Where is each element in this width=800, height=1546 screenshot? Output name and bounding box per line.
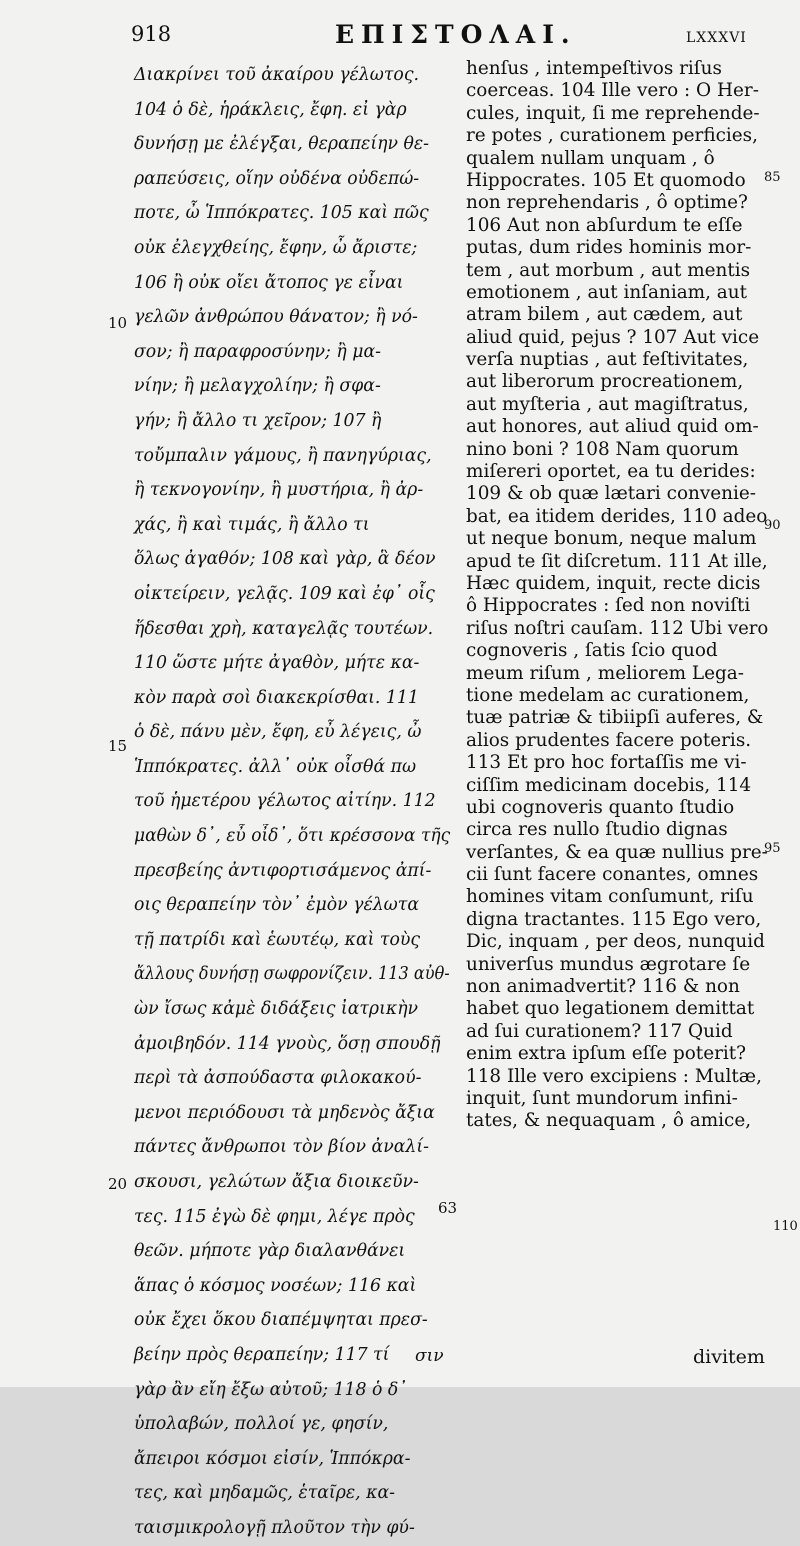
latin-text-line: aut honores, aut aliud quid om-	[466, 416, 759, 438]
greek-text-line: τες, καὶ μηδαμῶς, ἑταῖρε, κα-	[134, 1483, 395, 1504]
latin-text-line: circa res nullo ſtudio dignas	[466, 819, 728, 841]
latin-line-number-110: 110	[773, 1219, 798, 1234]
greek-text-line: 104 ὁ δὲ, ἡράκλεις, ἔφη. εἰ γὰρ	[134, 99, 407, 120]
latin-text-line: alios prudentes facere poteris.	[466, 729, 752, 751]
latin-text-line: bat, ea itidem derides, 110 adeo	[466, 505, 768, 527]
greek-text-line: σκουσι, γελώτων ἄξια διοικεῦν-	[134, 1172, 419, 1192]
catchword: divitem	[693, 1346, 765, 1368]
latin-text-line: ô Hippocrates : ſed non noviſti	[466, 595, 751, 617]
margin-number-63: 63	[438, 1199, 458, 1217]
latin-text-line: Dic, inquam , per deos, nunquid	[466, 931, 765, 953]
greek-text-column	[134, 58, 450, 1546]
latin-text-line: ciſſim medicinam docebis, 114	[466, 774, 752, 796]
greek-text-line: ἢ τεκνογονίην, ἢ μυστήρια, ἢ ἀρ-	[134, 480, 424, 501]
greek-text-line: μαθὼν δ᾽, εὖ οἶδ᾽, ὅτι κρέσσονα τῆς	[134, 826, 451, 847]
latin-text-line: aut myſteria , aut magiſtratus,	[466, 393, 749, 415]
latin-text-line: verſa nuptias , aut feſtivitates,	[466, 349, 749, 371]
greek-text-line: ραπεύσεις, οἵην οὐδένα οὐδεπώ-	[134, 168, 420, 189]
greek-line-number-10: 10	[108, 314, 128, 332]
latin-text-line: inquit, ſunt mundorum infini-	[466, 1087, 738, 1109]
latin-text-line: homines vitam conſumunt, riſu	[466, 886, 754, 908]
greek-text-line: νίην; ἢ μελαγχολίην; ἢ σφα-	[134, 376, 381, 397]
latin-line-number-95: 95	[764, 841, 781, 856]
latin-text-line: univerſus mundus ægrotare ſe	[466, 953, 751, 975]
greek-text-line: Ἱππόκρατες. ἀλλ᾽ οὐκ οἶσθά πω	[134, 756, 417, 777]
greek-tail-word: σιν	[415, 1346, 444, 1366]
greek-text-line: πρεσβείης ἀντιφορτισάμενος ἀπί-	[134, 860, 432, 881]
greek-text-line: τῇ πατρίδι καὶ ἑωυτέῳ, καὶ τοὺς	[134, 929, 421, 950]
greek-text-line: Διακρίνει τοῦ ἀκαίρου γέλωτος.	[134, 65, 419, 85]
greek-text-line: 110 ὥστε μήτε ἀγαθὸν, μήτε κα-	[134, 653, 420, 674]
latin-text-line: apud te ſit diſcretum. 111 At ille,	[466, 550, 768, 572]
latin-text-line: henſus , intempeſtivos riſus	[466, 58, 722, 79]
latin-text-line: nino boni ? 108 Nam quorum	[466, 438, 739, 460]
latin-text-line: cii ſunt facere conantes, omnes	[466, 864, 759, 886]
greek-text-line: πάντες ἄνθρωποι τὸν βίον ἀναλί-	[134, 1137, 429, 1158]
greek-line-number-15: 15	[108, 737, 128, 755]
greek-text-line: ἀμοιβηδόν. 114 γνοὺς, ὅσῃ σπουδῇ	[134, 1033, 441, 1054]
latin-text-line: tuæ patriæ & tibiipſi auferes, &	[466, 707, 764, 729]
greek-text-line: μενοι περιόδουσι τὰ μηδενὸς ἄξια	[134, 1102, 435, 1123]
greek-text-line: γὰρ ἂν εἴη ἔξω αὐτοῦ; 118 ὁ δ᾽	[134, 1379, 407, 1400]
latin-text-line: verſantes, & ea quæ nullius pre-	[466, 841, 768, 863]
latin-text-line: tem , aut morbum , aut mentis	[466, 259, 751, 281]
latin-text-line: 118 Ille vero excipiens : Multæ,	[466, 1065, 762, 1087]
latin-text-line: habet quo legationem demittat	[466, 998, 755, 1020]
latin-text-line: meum riſum , meliorem Lega-	[466, 662, 744, 684]
greek-text-line: οις θεραπείην τὸν᾽ ἐμὸν γέλωτα	[134, 895, 420, 916]
greek-text-line: γελῶν ἀνθρώπου θάνατον; ἢ νό-	[134, 307, 418, 328]
latin-text-line: Hæc quidem, inquit, recte dicis	[466, 572, 761, 594]
latin-text-line: emotionem , aut inſaniam, aut	[466, 281, 748, 303]
greek-text-line: ὅλως ἀγαθόν; 108 καὶ γὰρ, ἃ δέον	[134, 549, 436, 570]
latin-text-line: riſus noſtri cauſam. 112 Ubi vero	[466, 617, 769, 639]
greek-text-line: ἥδεσθαι χρὴ, καταγελᾷς τουτέων.	[134, 618, 434, 639]
latin-text-line: atram bilem , aut cædem, aut	[466, 304, 743, 326]
latin-line-number-85: 85	[764, 170, 781, 185]
greek-text-line: ὼν ἴσως κἀμὲ διδάξεις ἰατρικὴν	[134, 999, 419, 1020]
greek-text-line: ἅπας ὁ κόσμος νοσέων; 116 καὶ	[134, 1275, 417, 1296]
running-title: ΕΠΙΣΤΟΛΑΙ.	[335, 20, 577, 49]
greek-text-line: περὶ τὰ ἀσπούδαστα φιλοκακού-	[134, 1068, 422, 1089]
greek-text-line: ἄπειροι κόσμοι εἰσίν, Ἱππόκρα-	[134, 1448, 411, 1469]
greek-text-line: γήν; ἢ ἄλλο τι χεῖρον; 107 ἢ	[134, 410, 382, 431]
greek-text-line: τοὔμπαλιν γάμους, ἢ πανηγύριας,	[134, 445, 432, 466]
latin-line-number-90: 90	[764, 518, 781, 533]
greek-text-line: οὐκ ἐλεγχθείης, ἔφην, ὦ ἄριστε;	[134, 237, 418, 258]
page-number: 918	[131, 22, 172, 46]
greek-text-line: χάς, ἢ καὶ τιμάς, ἢ ἄλλο τι	[134, 514, 370, 535]
greek-text-line: οὐκ ἔχει ὅκου διαπέμψηται πρεσ-	[134, 1310, 428, 1331]
latin-text-line: 113 Et pro hoc fortaſſis me vi-	[466, 752, 747, 774]
latin-text-line: cognoveris , ſatis ſcio quod	[466, 640, 718, 662]
latin-text-line: qualem nullam unquam , ô	[466, 147, 715, 169]
greek-text-line: θεῶν. μήποτε γὰρ διαλανθάνει	[134, 1241, 406, 1262]
latin-text-line: Hippocrates. 105 Et quomodo	[466, 169, 746, 191]
greek-text-line: ταισμικρολογῇ πλοῦτον τὴν φύ-	[134, 1517, 415, 1538]
latin-text-line: ad ſui curationem? 117 Quid	[466, 1020, 733, 1042]
latin-text-line: enim extra ipſum eſſe poterit?	[466, 1043, 746, 1065]
letter-number: LXXXVI	[686, 30, 747, 46]
greek-text-line: ὁ δὲ, πάνυ μὲν, ἔφη, εὖ λέγεις, ὦ	[134, 722, 422, 743]
latin-text-line: putas, dum rides hominis mor-	[466, 237, 752, 259]
greek-text-line: βείην πρὸς θεραπείην; 117 τί	[134, 1344, 390, 1365]
latin-text-line: 109 & ob quæ lætari convenie-	[466, 483, 756, 505]
latin-text-line: digna tractantes. 115 Ego vero,	[466, 908, 762, 930]
greek-text-line: οἰκτείρειν, γελᾷς. 109 καὶ ἐφ᾽ οἷς	[134, 583, 435, 604]
latin-text-line: miſereri oportet, ea tu derides:	[466, 461, 756, 483]
greek-text-line: σον; ἢ παραφροσύνην; ἢ μα-	[134, 341, 381, 362]
latin-text-line: ut neque bonum, neque malum	[466, 528, 757, 550]
latin-text-column	[466, 58, 768, 1133]
greek-text-line: ἄλλους δυνήσῃ σωφρονίζειν. 113 αὐθ-	[134, 964, 450, 985]
greek-line-number-20: 20	[108, 1175, 128, 1193]
latin-text-line: re potes , curationem perficies,	[466, 125, 758, 147]
latin-text-line: coerceas. 104 Ille vero : O Her-	[466, 80, 759, 102]
greek-text-line: δυνήσῃ με ἐλέγξαι, θεραπείην θε-	[134, 134, 429, 155]
latin-text-line: aut liberorum procreationem,	[466, 371, 744, 393]
greek-text-line: κὸν παρὰ σοὶ διακεκρίσθαι. 111	[134, 687, 419, 708]
greek-text-line: τοῦ ἡμετέρου γέλωτος αἰτίην. 112	[134, 791, 436, 812]
latin-text-line: tates, & nequaquam , ô amice,	[466, 1110, 752, 1132]
latin-text-line: tione medelam ac curationem,	[466, 684, 750, 706]
greek-text-line: 106 ἢ οὐκ οἴει ἄτοπος γε εἶναι	[134, 272, 404, 293]
greek-text-line: ὑπολαβών, πολλοί γε, φησίν,	[134, 1414, 389, 1435]
latin-text-line: 106 Aut non abſurdum te eſſe	[466, 214, 743, 236]
greek-text-line: ποτε, ὦ Ἱππόκρατες. 105 καὶ πῶς	[134, 203, 429, 224]
latin-text-line: non reprehendaris , ô optime?	[466, 192, 748, 214]
latin-text-line: aliud quid, pejus ? 107 Aut vice	[466, 326, 760, 348]
greek-text-line: τες. 115 ἐγὼ δὲ φημι, λέγε πρὸς	[134, 1206, 415, 1227]
latin-text-line: cules, inquit, ſi me reprehende-	[466, 102, 760, 124]
latin-text-line: non animadvertit? 116 & non	[466, 976, 740, 998]
latin-text-line: ubi cognoveris quanto ſtudio	[466, 796, 735, 818]
